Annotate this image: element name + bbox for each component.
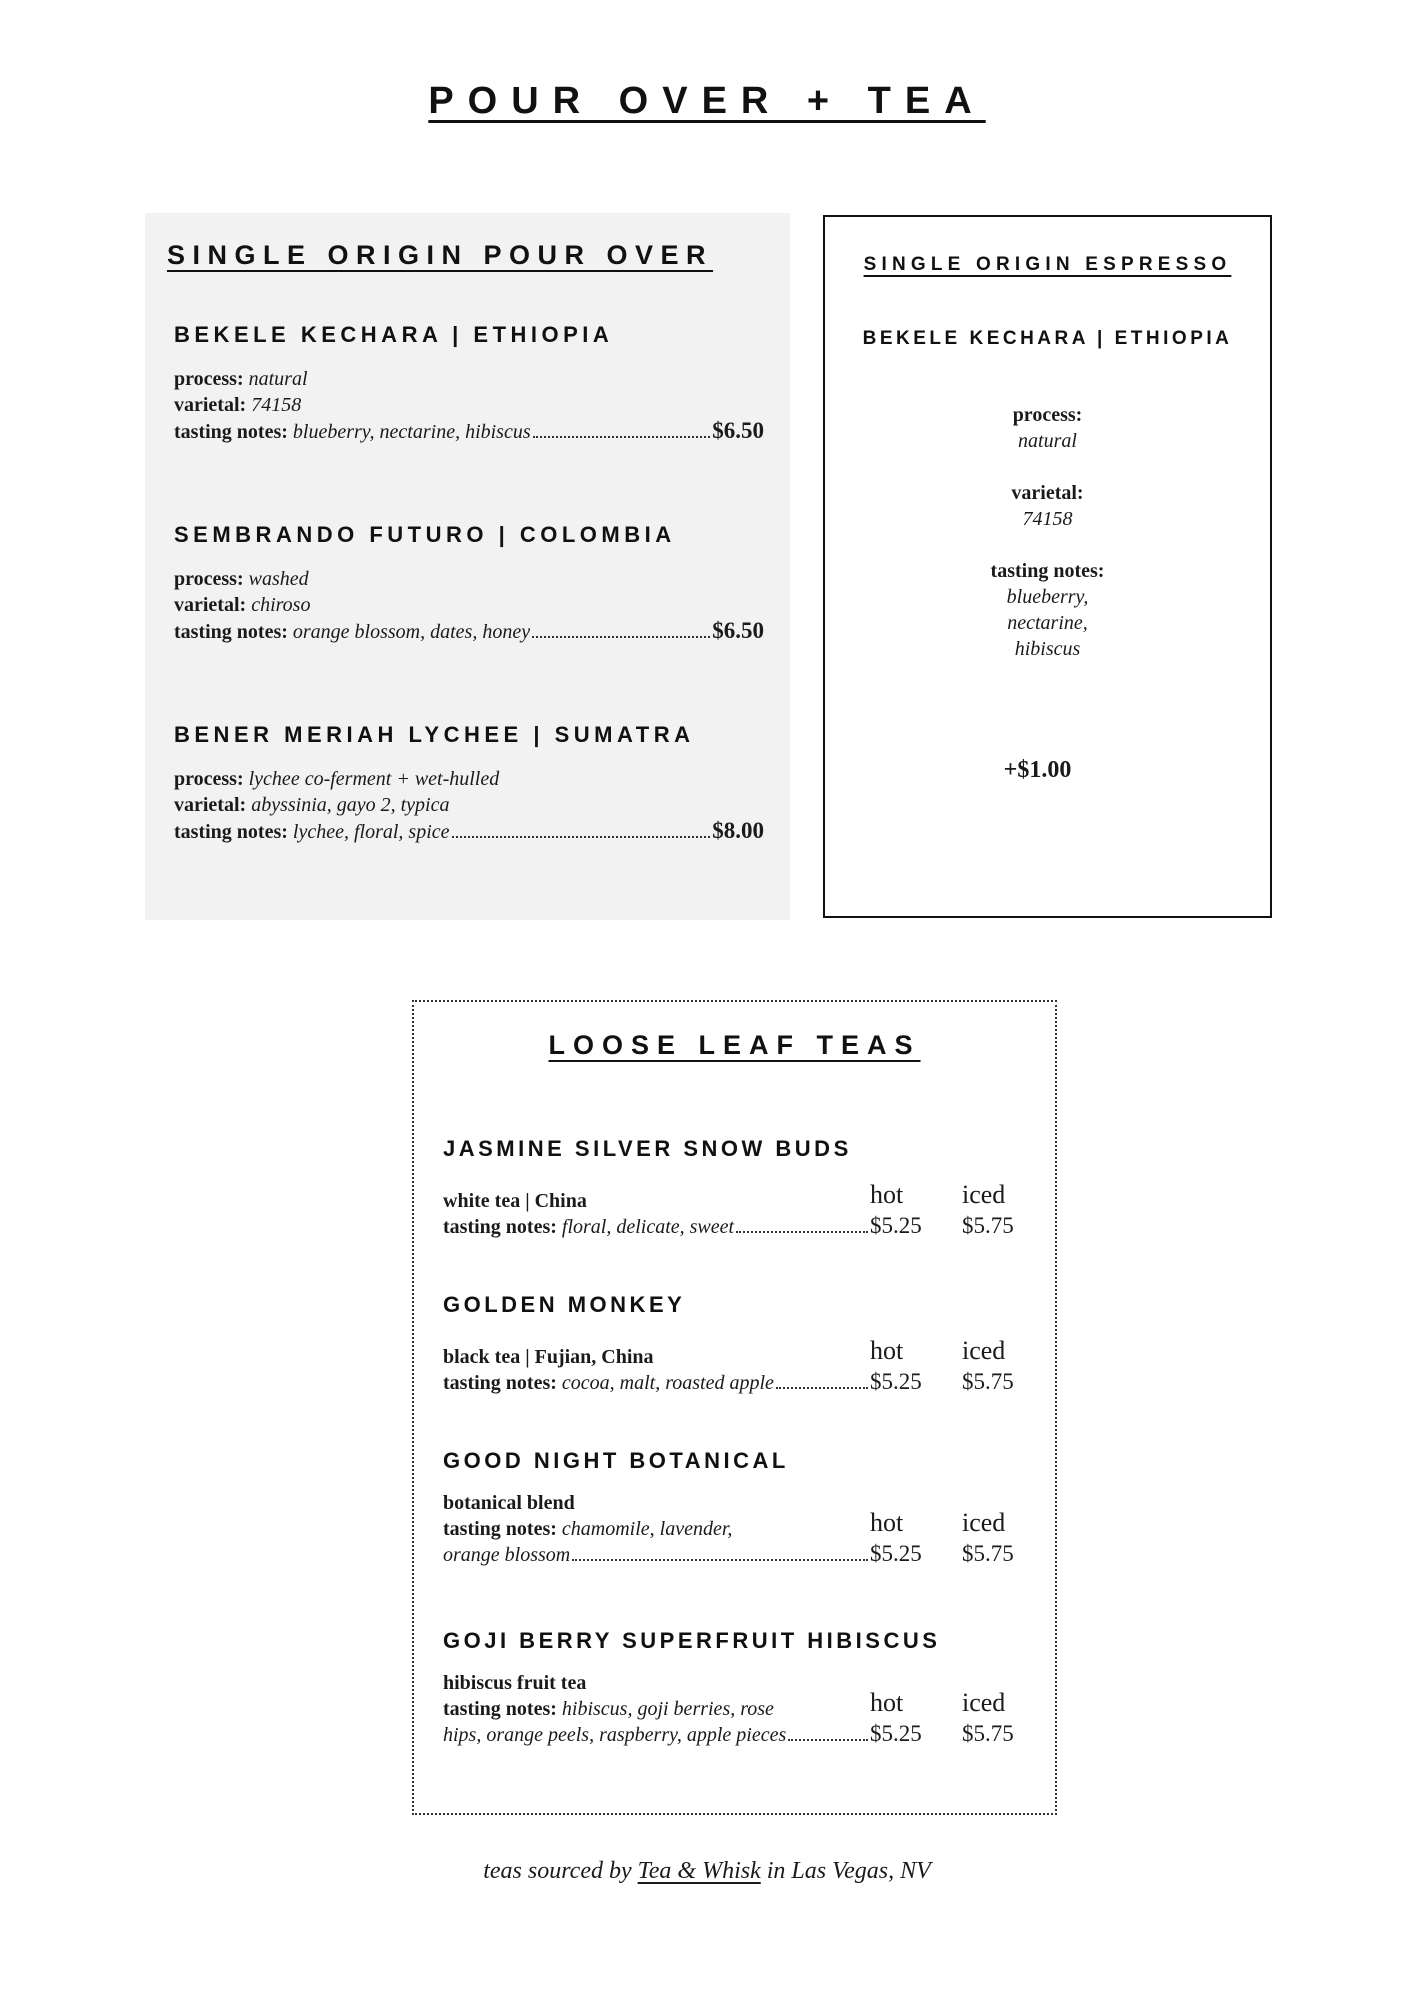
coffee-item: [174, 722, 764, 845]
iced-price: $5.75: [962, 1541, 1014, 1566]
espresso-heading: SINGLE ORIGIN ESPRESSO: [863, 254, 1232, 275]
tea-type: hibiscus fruit tea: [443, 1672, 587, 1694]
espresso-varietal: varietal: 74158: [1011, 482, 1084, 530]
coffee-notes: tasting notes: orange blossom, dates, honey $6.50: [174, 618, 764, 643]
tea-name: GOOD NIGHT BOTANICAL: [443, 1448, 789, 1473]
espresso-panel: [823, 215, 1272, 918]
dot-leader: [532, 636, 710, 638]
iced-label: iced: [962, 1180, 1006, 1209]
tea-name: GOJI BERRY SUPERFRUIT HIBISCUS: [443, 1628, 941, 1653]
pour-over-panel: [145, 213, 790, 920]
coffee-process: process: washed: [174, 568, 309, 590]
iced-label: iced: [962, 1336, 1006, 1365]
tea-name: GOLDEN MONKEY: [443, 1292, 686, 1317]
tea-panel: [412, 1000, 1057, 1815]
coffee-price: $6.50: [712, 618, 764, 643]
coffee-item: [174, 522, 764, 645]
hot-price: $5.25: [870, 1213, 922, 1238]
hot-price: $5.25: [870, 1541, 922, 1566]
tea-item: [443, 1628, 1023, 1748]
coffee-item: [174, 322, 764, 445]
tea-notes: hips, orange peels, raspberry, apple pieces: [443, 1722, 870, 1748]
tea-name: JASMINE SILVER SNOW BUDS: [443, 1136, 852, 1161]
pour-over-heading: SINGLE ORIGIN POUR OVER: [167, 240, 714, 270]
coffee-process: process: lychee co-ferment + wet-hulled: [174, 768, 500, 790]
coffee-name: BENER MERIAH LYCHEE | SUMATRA: [174, 722, 695, 747]
coffee-process: process: natural: [174, 368, 308, 390]
tea-notes: tasting notes: cocoa, malt, roasted apple: [443, 1370, 870, 1396]
coffee-varietal: varietal: 74158: [174, 394, 302, 416]
supplier-link[interactable]: Tea & Whisk: [637, 1858, 761, 1884]
dot-leader: [533, 436, 711, 438]
coffee-varietal: varietal: chiroso: [174, 594, 311, 616]
tea-item: [443, 1136, 1023, 1240]
footer-suffix: in Las Vegas, NV: [766, 1858, 931, 1884]
hot-label: hot: [870, 1688, 904, 1717]
espresso-coffee-name: BEKELE KECHARA | ETHIOPIA: [862, 328, 1233, 349]
page-title: [0, 80, 1414, 123]
tea-notes: orange blossom: [443, 1542, 870, 1568]
hot-label: hot: [870, 1180, 904, 1209]
hot-price: $5.25: [870, 1721, 922, 1746]
tea-notes-line: tasting notes: chamomile, lavender,: [443, 1518, 733, 1540]
hot-label: hot: [870, 1336, 904, 1365]
tea-notes-line: tasting notes: hibiscus, goji berries, rose: [443, 1698, 774, 1720]
footer-credit: [0, 1858, 1414, 1885]
iced-label: iced: [962, 1508, 1006, 1537]
iced-label: iced: [962, 1688, 1006, 1717]
footer-prefix: teas sourced by: [483, 1858, 632, 1884]
coffee-notes: tasting notes: lychee, floral, spice $8.00: [174, 818, 764, 843]
espresso-process: process: natural: [1012, 404, 1083, 452]
tea-heading: LOOSE LEAF TEAS: [548, 1030, 921, 1060]
hot-price: $5.25: [870, 1369, 922, 1394]
dot-leader: [452, 836, 711, 838]
dot-leader: [776, 1387, 868, 1389]
coffee-name: BEKELE KECHARA | ETHIOPIA: [174, 322, 614, 347]
espresso-price: +$1.00: [1003, 757, 1072, 783]
coffee-notes: tasting notes: blueberry, nectarine, hibiscus $6.50: [174, 418, 764, 443]
tea-type: botanical blend: [443, 1492, 575, 1514]
page-title-text: POUR OVER + TEA: [428, 80, 986, 122]
tea-notes: tasting notes: floral, delicate, sweet: [443, 1214, 870, 1240]
iced-price: $5.75: [962, 1721, 1014, 1746]
iced-price: $5.75: [962, 1213, 1014, 1238]
hot-label: hot: [870, 1508, 904, 1537]
coffee-price: $8.00: [712, 818, 764, 843]
dot-leader: [572, 1559, 868, 1561]
coffee-price: $6.50: [712, 418, 764, 443]
tea-type: black tea | Fujian, China: [443, 1346, 654, 1368]
coffee-name: SEMBRANDO FUTURO | COLOMBIA: [174, 522, 676, 547]
dot-leader: [736, 1231, 868, 1233]
iced-price: $5.75: [962, 1369, 1014, 1394]
tea-type: white tea | China: [443, 1190, 587, 1212]
tea-item: [443, 1292, 1023, 1396]
espresso-notes: tasting notes: blueberry, nectarine, hibiscus: [990, 560, 1105, 660]
tea-item: [443, 1448, 1023, 1568]
coffee-varietal: varietal: abyssinia, gayo 2, typica: [174, 794, 450, 816]
dot-leader: [788, 1739, 868, 1741]
